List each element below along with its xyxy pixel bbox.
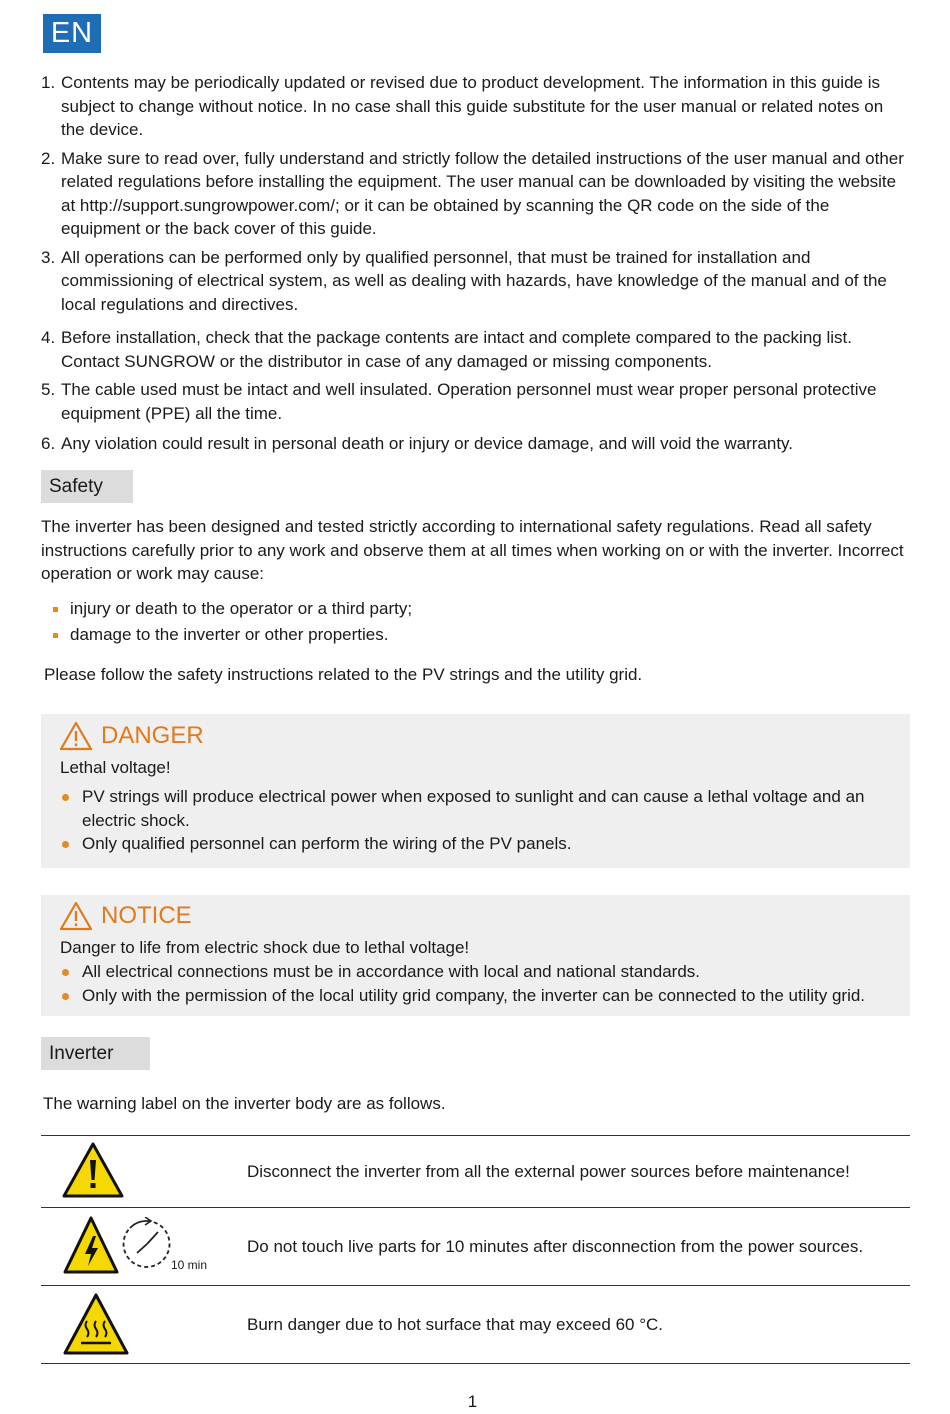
- danger-box: [41, 714, 910, 868]
- inverter-intro: The warning label on the inverter body are as follows.: [43, 1094, 446, 1113]
- list-item: damage to the inverter or other properties.: [52, 623, 412, 649]
- danger-list: [60, 785, 905, 856]
- safety-follow-note: Please follow the safety instructions related to the PV strings and the utility grid.: [44, 665, 643, 684]
- table-row: [41, 1208, 910, 1286]
- danger-title: DANGER: [101, 722, 204, 749]
- intro-item: 5. The cable used must be intact and well insulated. Operation personnel must wear proper personal protective equipment (PPE) all the time.: [41, 380, 877, 423]
- intro-list: [41, 71, 911, 456]
- intro-item: 3. All operations can be performed only by qualified personnel, that must be trained for installation and commissioning of electrical system, as well as dealing with hazards, have knowledge of the manual and of the local regulations and directives.: [41, 247, 887, 314]
- label-text: Burn danger due to hot surface that may exceed 60 °C.: [246, 1286, 910, 1364]
- danger-subtitle: Lethal voltage!: [60, 758, 171, 777]
- notice-list: [60, 960, 905, 1007]
- label-text: Disconnect the inverter from all the external power sources before maintenance!: [246, 1136, 910, 1208]
- hot-surface-icon: [63, 1293, 129, 1355]
- table-row: [41, 1286, 910, 1364]
- intro-item: 1. Contents may be periodically updated or revised due to product development. The information in this guide is subject to change without notice. In no case shall this guide substitute for the user manual or related notes on the device.: [41, 73, 884, 139]
- list-item: PV strings will produce electrical power when exposed to sunlight and can cause a lethal voltage and an electric shock.: [60, 785, 905, 832]
- list-item: All electrical connections must be in accordance with local and national standards.: [60, 960, 905, 984]
- timer-label: 10 min: [171, 1258, 208, 1272]
- warning-label-table: [41, 1135, 910, 1364]
- risk-list: [52, 597, 412, 649]
- high-voltage-icon: [63, 1216, 119, 1276]
- list-item: Only with the permission of the local utility grid company, the inverter can be connected to the utility grid.: [60, 984, 905, 1008]
- safety-heading: Safety: [41, 470, 133, 503]
- intro-item: 2. Make sure to read over, fully understand and strictly follow the detailed instructions of the user manual and other related regulations before installing the equipment. The user manual can be downloaded by visiting the website at http://support.sungrowpower.com/; or it can be obtained by scanning the QR code on the side of the equipment or the back cover of this guide.: [41, 148, 904, 238]
- list-item: injury or death to the operator or a third party;: [52, 597, 412, 623]
- intro-item: 6. Any violation could result in personal death or injury or device damage, and will void the warranty.: [41, 434, 794, 453]
- general-warning-icon: [62, 1142, 124, 1198]
- list-item: Only qualified personnel can perform the wiring of the PV panels.: [60, 832, 905, 856]
- language-badge: EN: [43, 14, 101, 53]
- safety-paragraph: The inverter has been designed and tested strictly according to international safety regulations. Read all safety instructions carefully prior to any work and observe them at all times when working on or with the inverter. Incorrect operation or work may cause:: [41, 517, 904, 583]
- notice-box: [41, 895, 910, 1016]
- table-row: [41, 1136, 910, 1208]
- warning-icon: [59, 721, 93, 751]
- inverter-heading: Inverter: [41, 1037, 150, 1070]
- label-text: Do not touch live parts for 10 minutes after disconnection from the power sources.: [246, 1208, 910, 1286]
- notice-subtitle: Danger to life from electric shock due to lethal voltage!: [60, 938, 470, 957]
- intro-item: 4. Before installation, check that the package contents are intact and complete compared to the packing list. Contact SUNGROW or the distributor in case of any damaged or missing components.: [41, 328, 852, 371]
- warning-icon: [59, 901, 93, 931]
- notice-title: NOTICE: [101, 902, 192, 929]
- timer-icon: [120, 1217, 174, 1271]
- page-number: 1: [467, 1392, 478, 1411]
